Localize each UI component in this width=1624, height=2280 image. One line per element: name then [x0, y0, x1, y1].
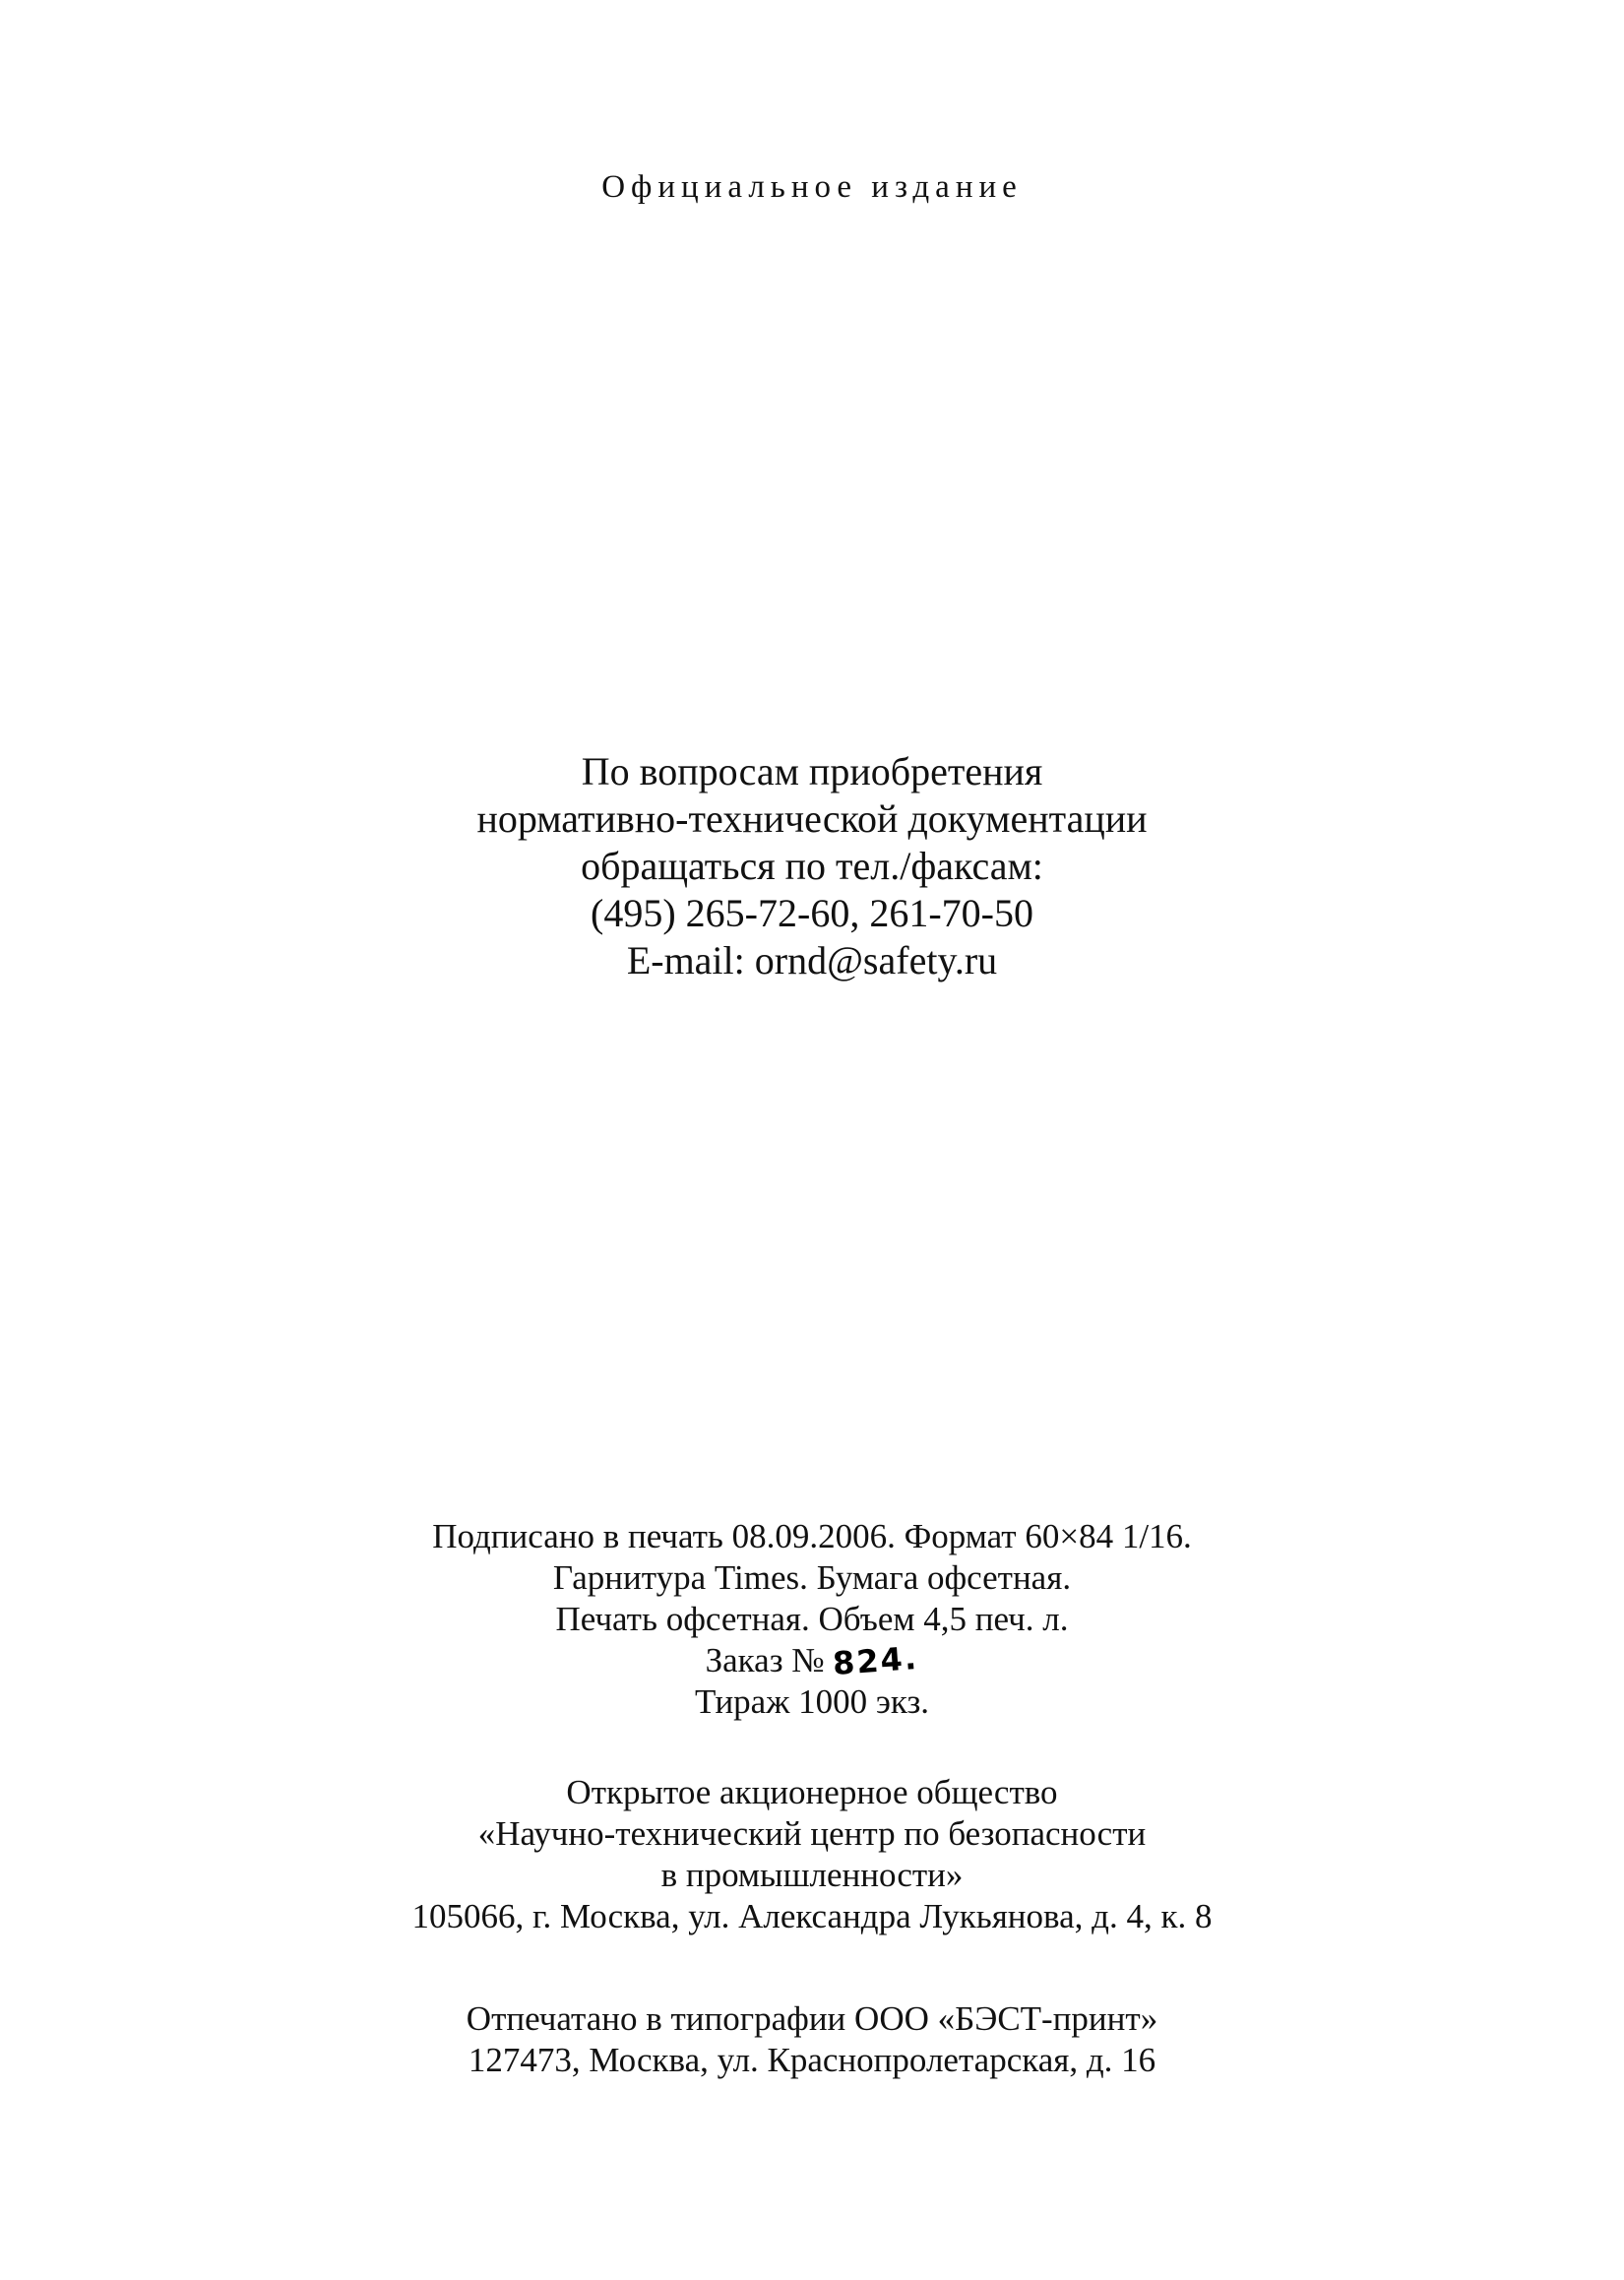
edition-title: Официальное издание: [601, 169, 1023, 205]
contacts-line: По вопросам приобретения: [581, 749, 1043, 793]
organization-line: Открытое акционерное общество: [566, 1773, 1058, 1811]
contacts-line: обращаться по тел./факсам:: [581, 844, 1043, 888]
organization-line: «Научно-технический центр по безопасности: [477, 1814, 1147, 1853]
contacts-block: [0, 748, 1624, 984]
contacts-email: E-mail: ornd@safety.ru: [626, 938, 998, 982]
imprint-circulation: Тираж 1000 экз.: [694, 1682, 930, 1721]
imprint-print: Печать офсетная. Объем 4,5 печ. л.: [555, 1600, 1069, 1638]
organization-block: [0, 1772, 1624, 1937]
printer-block: [0, 1998, 1624, 2081]
imprint-typeface: Гарнитура Times. Бумага офсетная.: [552, 1558, 1072, 1597]
edition-header: [0, 167, 1624, 207]
imprint-signed: Подписано в печать 08.09.2006. Формат 60×84 1/16.: [432, 1517, 1192, 1555]
imprint-block: [0, 1516, 1624, 1723]
imprint-order: [0, 1640, 1624, 1681]
organization-line: в промышленности»: [660, 1856, 964, 1894]
organization-address: 105066, г. Москва, ул. Александра Лукьянова, д. 4, к. 8: [411, 1897, 1213, 1935]
printer-address: 127473, Москва, ул. Краснопролетарская, д. 16: [468, 2041, 1156, 2079]
order-number-handwritten: 824.: [832, 1639, 920, 1682]
contacts-phone: (495) 265-72-60, 261-70-50: [591, 891, 1033, 935]
printer-line: Отпечатано в типографии ООО «БЭСТ-принт»: [466, 1999, 1158, 2038]
contacts-line: нормативно-технической документации: [476, 796, 1148, 841]
order-label: Заказ №: [705, 1641, 825, 1679]
